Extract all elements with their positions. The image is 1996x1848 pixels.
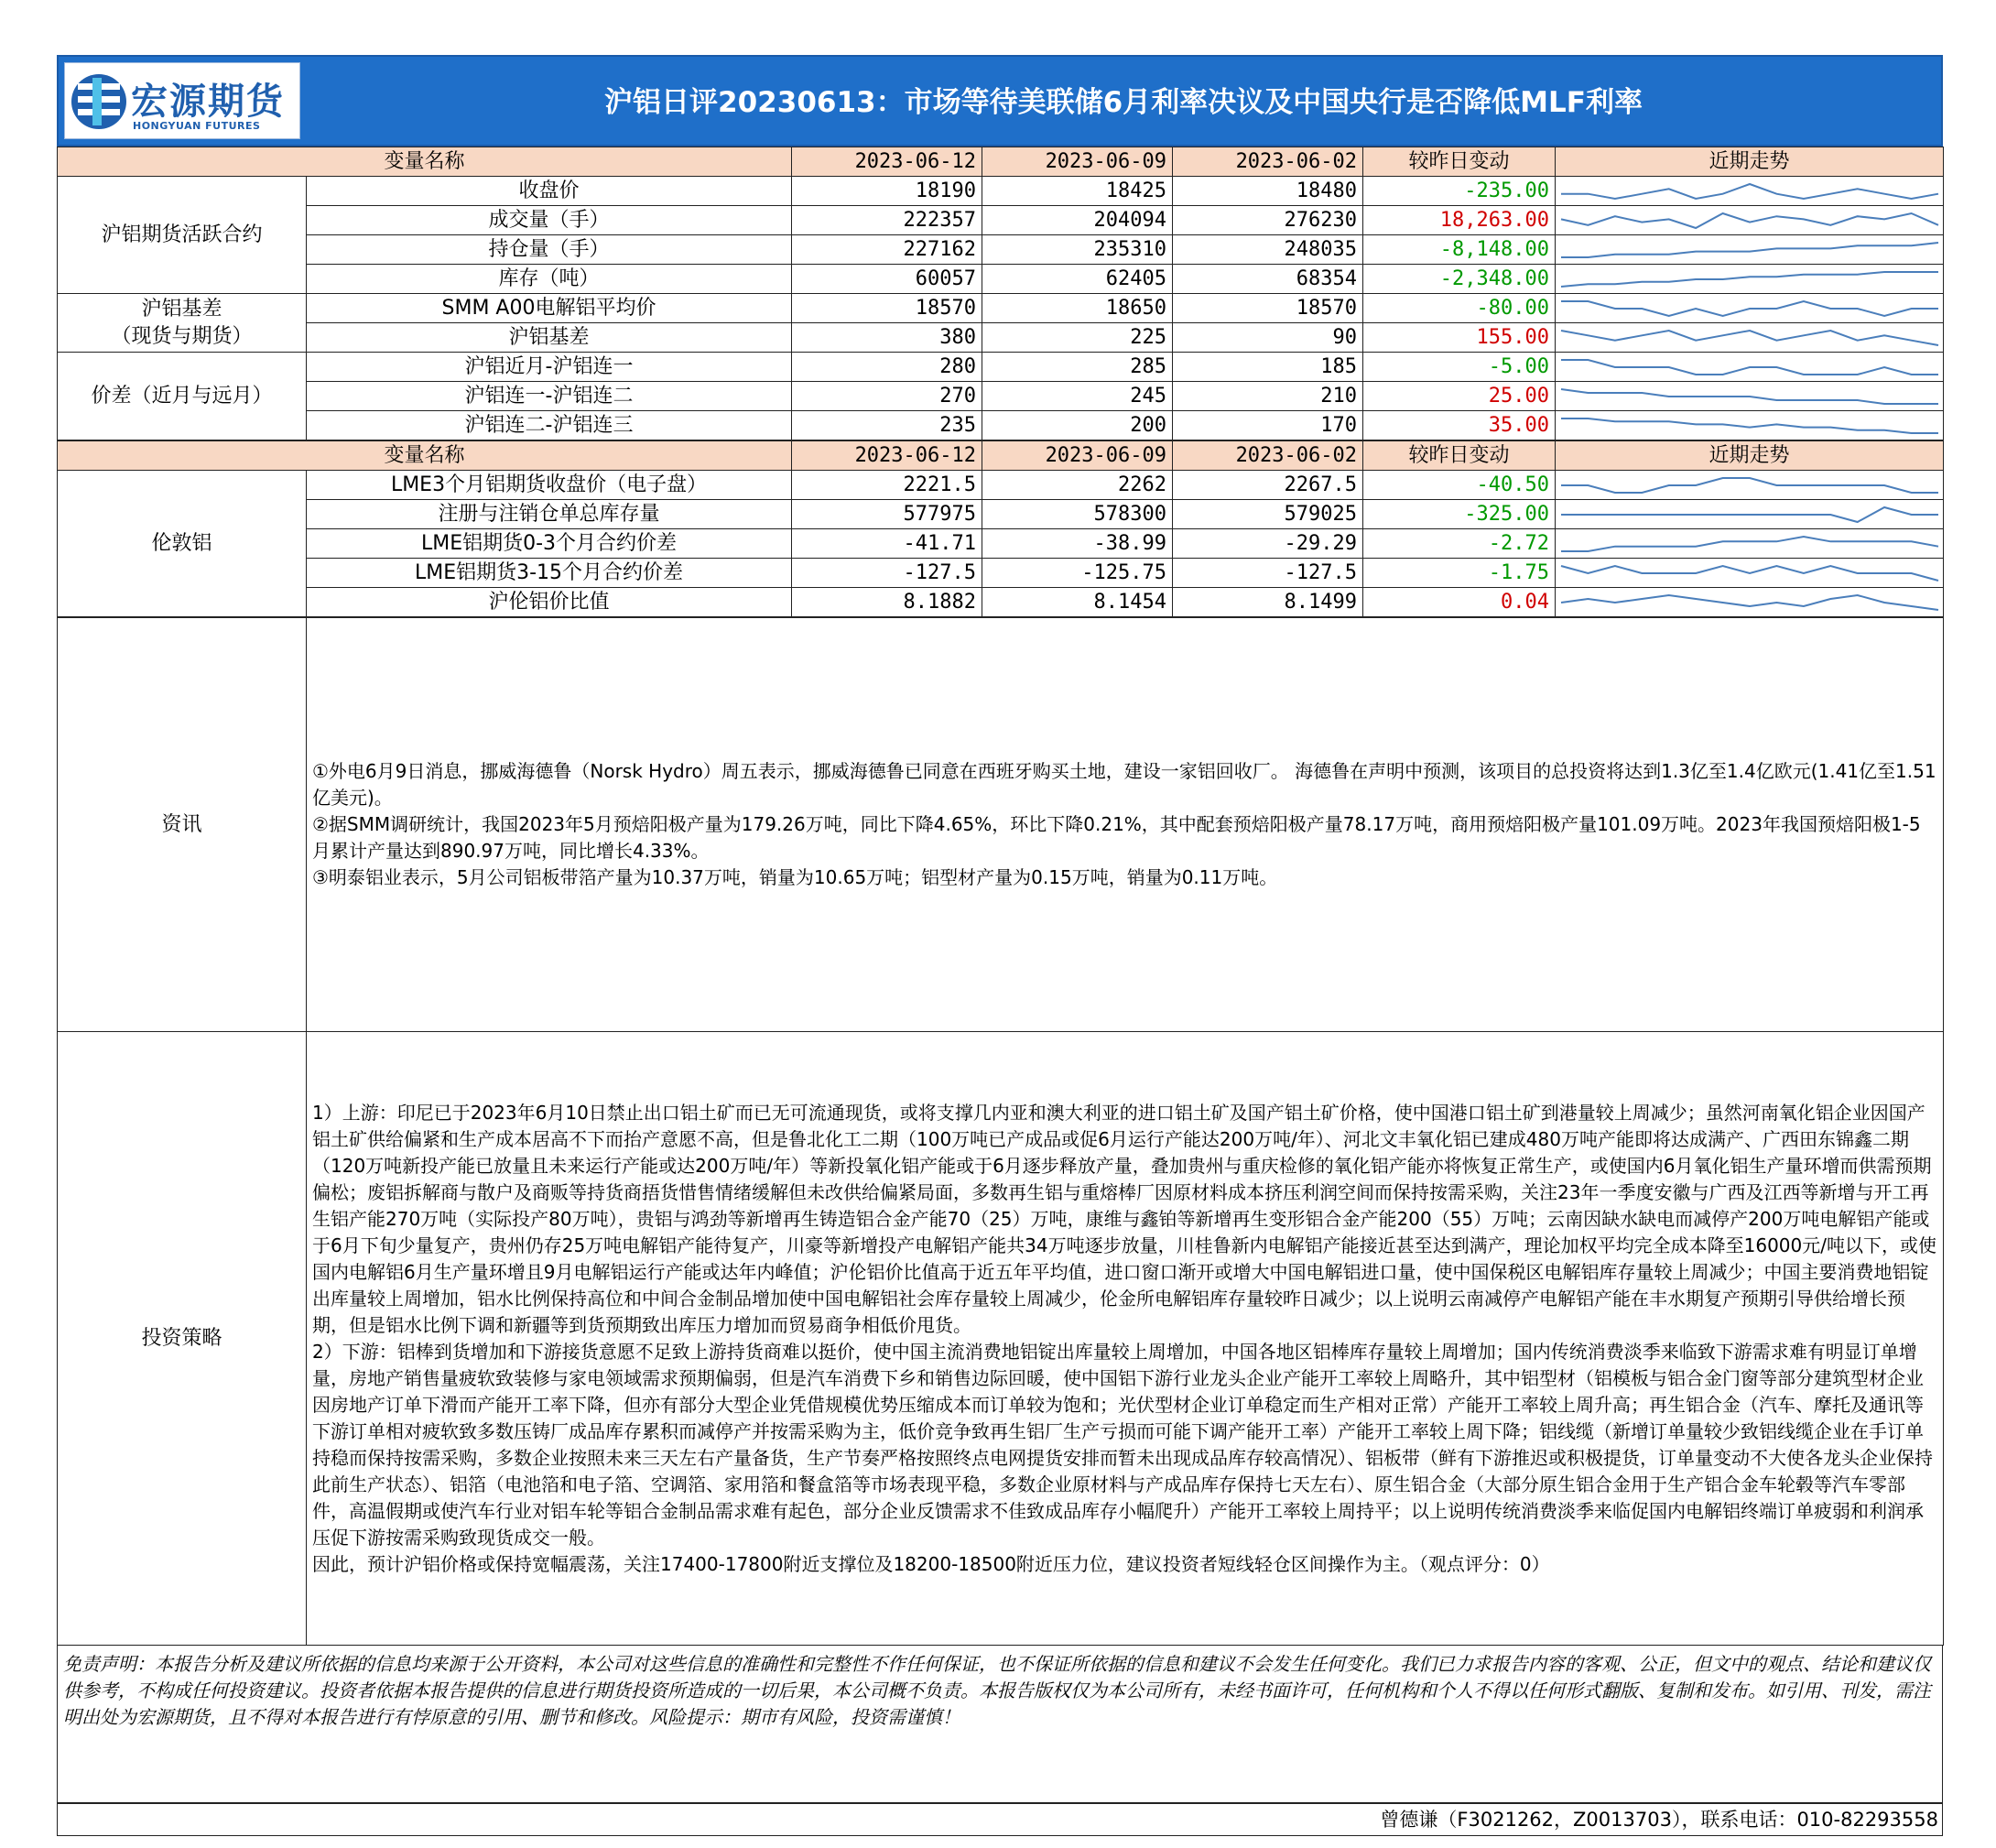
value-cell: 380: [792, 323, 982, 353]
header-date: 2023-06-02: [1173, 147, 1363, 177]
trend-sparkline: [1556, 412, 1944, 440]
trend-sparkline: [1556, 560, 1944, 587]
strategy-label: 投资策略: [58, 1032, 307, 1646]
report-header: [57, 55, 1943, 147]
variable-name: 沪铝近月-沪铝连一: [307, 353, 792, 382]
variable-name: 持仓量（手）: [307, 235, 792, 265]
value-cell: 270: [792, 382, 982, 411]
table-row: [58, 206, 1944, 235]
table-row: [58, 294, 1944, 323]
trend-sparkline: [1556, 178, 1944, 205]
trend-line: [1561, 301, 1938, 316]
variable-name: 沪铝连二-沪铝连三: [307, 411, 792, 440]
header-trend: 近期走势: [1556, 147, 1944, 177]
category-label: 沪铝期货活跃合约: [58, 177, 307, 294]
header-var-name: 变量名称: [58, 441, 792, 471]
value-cell: 8.1499: [1173, 588, 1363, 617]
strategy-content: [307, 1032, 1944, 1646]
value-cell: 285: [982, 353, 1173, 382]
change-cell: 35.00: [1363, 411, 1556, 440]
trend-cell: [1556, 588, 1944, 617]
lme-aluminum-table: [57, 440, 1944, 617]
trend-line: [1561, 419, 1938, 433]
trend-line: [1561, 213, 1938, 228]
value-cell: 18480: [1173, 177, 1363, 206]
header-trend: 近期走势: [1556, 441, 1944, 471]
trend-cell: [1556, 235, 1944, 265]
value-cell: 2262: [982, 471, 1173, 500]
value-cell: 90: [1173, 323, 1363, 353]
value-cell: 245: [982, 382, 1173, 411]
trend-sparkline: [1556, 589, 1944, 616]
trend-sparkline: [1556, 530, 1944, 558]
change-cell: 25.00: [1363, 382, 1556, 411]
table-row: [58, 353, 1944, 382]
change-cell: -8,148.00: [1363, 235, 1556, 265]
variable-name: LME铝期货0-3个月合约价差: [307, 529, 792, 559]
table-row: [58, 471, 1944, 500]
change-cell: -2.72: [1363, 529, 1556, 559]
trend-sparkline: [1556, 383, 1944, 410]
value-cell: 280: [792, 353, 982, 382]
value-cell: 2267.5: [1173, 471, 1363, 500]
category-label: 伦敦铝: [58, 471, 307, 617]
analyst-contact: 曾德谦（F3021262，Z0013703），联系电话：010-82293558: [57, 1803, 1943, 1836]
value-cell: -127.5: [792, 559, 982, 588]
category-label: 价差（近月与远月）: [58, 353, 307, 440]
value-cell: 225: [982, 323, 1173, 353]
commentary-table: [57, 617, 1944, 1646]
strategy-paragraph: 因此，预计沪铝价格或保持宽幅震荡，关注17400-17800附近支撑位及18200-18500附近压力位，建议投资者短线轻仓区间操作为主。（观点评分：0）: [312, 1552, 1550, 1575]
news-paragraph: ③明泰铝业表示，5月公司铝板带箔产量为10.37万吨，销量为10.65万吨；铝型材产量为0.15万吨，销量为0.11万吨。: [312, 866, 1278, 888]
value-cell: 18190: [792, 177, 982, 206]
value-cell: 579025: [1173, 500, 1363, 529]
trend-cell: [1556, 500, 1944, 529]
header-change: 较昨日变动: [1363, 147, 1556, 177]
value-cell: 200: [982, 411, 1173, 440]
variable-name: LME铝期货3-15个月合约价差: [307, 559, 792, 588]
header-var-name: 变量名称: [58, 147, 792, 177]
table-row: [58, 265, 1944, 294]
trend-line: [1561, 272, 1938, 287]
logo-mark-icon: [71, 69, 127, 135]
trend-line: [1561, 507, 1938, 522]
table-row: [58, 559, 1944, 588]
value-cell: 204094: [982, 206, 1173, 235]
header-date: 2023-06-09: [982, 441, 1173, 471]
trend-cell: [1556, 529, 1944, 559]
trend-cell: [1556, 177, 1944, 206]
value-cell: -29.29: [1173, 529, 1363, 559]
change-cell: -325.00: [1363, 500, 1556, 529]
report-sheet: [57, 55, 1943, 1836]
trend-cell: [1556, 353, 1944, 382]
shfe-aluminum-table: [57, 147, 1944, 440]
trend-line: [1561, 243, 1938, 257]
company-logo: [64, 62, 300, 139]
trend-line: [1561, 478, 1938, 493]
value-cell: 578300: [982, 500, 1173, 529]
variable-name: 沪伦铝价比值: [307, 588, 792, 617]
trend-line: [1561, 566, 1938, 581]
disclaimer: 免责声明：本报告分析及建议所依据的信息均来源于公开资料，本公司对这些信息的准确性和完整性不作任何保证，也不保证所依据的信息和建议不会发生任何变化。我们已力求报告内容的客观、公正，但文中的观点、结论和建议仅供参考，不构成任何投资建议。投资者依据本报告提供的信息进行期货投资所造成的一切后果，本公司概不负责。本报告版权仅为本公司所有，未经书面许可，任何机构和个人不得以任何形式翻版、复制和发布。如引用、刊发，需注明出处为宏源期货，且不得对本报告进行有悖原意的引用、删节和修改。风险提示：期市有风险，投资需谨慎！: [57, 1646, 1943, 1803]
value-cell: -125.75: [982, 559, 1173, 588]
value-cell: 62405: [982, 265, 1173, 294]
trend-sparkline: [1556, 295, 1944, 322]
value-cell: 227162: [792, 235, 982, 265]
variable-name: 收盘价: [307, 177, 792, 206]
table-header-row: [58, 147, 1944, 177]
table-row: [58, 411, 1944, 440]
value-cell: 170: [1173, 411, 1363, 440]
trend-line: [1561, 184, 1938, 199]
logo-name-en: HONGYUAN FUTURES: [133, 120, 261, 132]
value-cell: 276230: [1173, 206, 1363, 235]
report-title: 沪铝日评20230613：市场等待美联储6月利率决议及中国央行是否降低MLF利率: [604, 86, 1643, 119]
variable-name: 注册与注销仓单总库存量: [307, 500, 792, 529]
trend-sparkline: [1556, 353, 1944, 381]
category-label: 沪铝基差 （现货与期货）: [58, 294, 307, 353]
table-row: [58, 323, 1944, 353]
trend-line: [1561, 360, 1938, 375]
strategy-paragraph: 2）下游：铝棒到货增加和下游接货意愿不足致上游持货商难以挺价，使中国主流消费地铝锭出库量较上周增加，中国各地区铝棒库存量较上周增加；国内传统消费淡季来临致下游需求难有明显订单增量，房地产销售量疲软致装修与家电领域需求预期偏弱，但是汽车消费下乡和销售边际回暖，使中国铝下游行业龙头企业产能开工率较上周略升，其中铝型材（铝模板与铝合金门窗等部分建筑型材企业因房地产订单下滑而产能开工率下降，但亦有部分大型企业凭借规模优势压缩成本而订单较为饱和；光伏型材企业订单稳定而生产相对正常）产能开工率较上周升高；再生铝合金（汽车、摩托及通讯等下游订单相对疲软致多数压铸厂成品库存累积而减停产并按需采购为主，低价竞争致再生铝厂生产亏损而可能下调产能开工率）产能开工率较上周下降；铝线缆（新增订单量较少致铝线缆企业在手订单持稳而保持按需采购，多数企业按照未来三天左右产量备货，生产节奏严格按照终点电网提货安排而暂未出现成品库存较高情况）、铝板带（鲜有下游推迟或积极提货，订单量变动不大使各龙头企业保持此前生产状态）、铝箔（电池箔和电子箔、空调箔、家用箔和餐盒箔等市场表现平稳，多数企业原材料与产成品库存保持七天左右）、原生铝合金（大部分原生铝合金用于生产铝合金车轮毂等汽车零部件，高温假期或使汽车行业对铝车轮等铝合金制品需求难有起色，部分企业反馈需求不佳致成品库存小幅爬升）产能开工率较上周持平；以上说明传统消费淡季来临促国内电解铝终端订单疲弱和利润承压促下游按需采购致现货成交一般。: [312, 1340, 1933, 1549]
variable-name: LME3个月铝期货收盘价（电子盘）: [307, 471, 792, 500]
news-paragraph: ②据SMM调研统计，我国2023年5月预焙阳极产量为179.26万吨，同比下降4.65%，环比下降0.21%，其中配套预焙阳极产量78.17万吨，商用预焙阳极产量101.09万吨。2023年我国预焙阳极1-5月累计产量达到890.97万吨，同比增长4.33%。: [312, 813, 1921, 862]
change-cell: -1.75: [1363, 559, 1556, 588]
value-cell: 8.1454: [982, 588, 1173, 617]
header-change: 较昨日变动: [1363, 441, 1556, 471]
value-cell: 18570: [1173, 294, 1363, 323]
value-cell: 8.1882: [792, 588, 982, 617]
trend-cell: [1556, 206, 1944, 235]
news-label: 资讯: [58, 618, 307, 1032]
trend-sparkline: [1556, 472, 1944, 499]
trend-line: [1561, 389, 1938, 404]
news-content: [307, 618, 1944, 1032]
variable-name: 沪铝连一-沪铝连二: [307, 382, 792, 411]
value-cell: 18650: [982, 294, 1173, 323]
value-cell: 60057: [792, 265, 982, 294]
trend-cell: [1556, 471, 1944, 500]
strategy-paragraph: 1）上游：印尼已于2023年6月10日禁止出口铝土矿而已无可流通现货，或将支撑几内亚和澳大利亚的进口铝土矿及国产铝土矿价格，使中国港口铝土矿到港量较上周减少；虽然河南氧化铝企业因国产铝土矿供给偏紧和生产成本居高不下而抬产意愿不高，但是鲁北化工二期（100万吨已产成品或促6月运行产能达200万吨/年）、河北文丰氧化铝已建成480万吨产能即将达成满产、广西田东锦鑫二期（120万吨新投产能已放量且未来运行产能或达200万吨/年）等新投氧化铝产能或于6月逐步释放产量，叠加贵州与重庆检修的氧化铝产能亦将恢复正常生产，或使国内6月氧化铝生产量环增而供需预期偏松；废铝拆解商与散户及商贩等持货商捂货惜售情绪缓解但未改供给偏紧局面，多数再生铝与重熔棒厂因原材料成本挤压利润空间而保持按需采购，关注23年一季度安徽与广西及江西等新增与开工再生铝产能270万吨（实际投产80万吨），贵铝与鸿劲等新增再生铸造铝合金产能70（25）万吨，康维与鑫铂等新增再生变形铝合金产能200（55）万吨；云南因缺水缺电而减停产200万吨电解铝产能或于6月下旬少量复产，贵州仍存25万吨电解铝产能待复产，川豪等新增投产电解铝产能共34万吨逐步放量，川桂鲁新内电解铝产能接近甚至达到满产，理论加权平均完全成本降至16000元/吨以下，或使国内电解铝6月生产量环增且9月电解铝运行产能或达年内峰值；沪伦铝价比值高于近五年平均值，进口窗口渐开或增大中国电解铝进口量，使中国保税区电解铝库存量较上周减少；中国主要消费地铝锭出库量较上周增加，铝水比例保持高位和中间合金制品增加使中国电解铝社会库存量较上周减少，伦金所电解铝库存量较昨日减少；以上说明云南减停产电解铝产能在丰水期复产预期引导供给增长预期，但是铝水比例下调和新疆等到货预期致出库压力增加而贸易商争相低价甩货。: [312, 1101, 1936, 1336]
logo-name-cn: 宏源期货: [131, 81, 285, 123]
variable-name: 成交量（手）: [307, 206, 792, 235]
variable-name: 库存（吨）: [307, 265, 792, 294]
value-cell: -41.71: [792, 529, 982, 559]
value-cell: 185: [1173, 353, 1363, 382]
value-cell: 18425: [982, 177, 1173, 206]
trend-sparkline: [1556, 324, 1944, 352]
header-date: 2023-06-02: [1173, 441, 1363, 471]
change-cell: -5.00: [1363, 353, 1556, 382]
trend-sparkline: [1556, 207, 1944, 234]
value-cell: -127.5: [1173, 559, 1363, 588]
trend-sparkline: [1556, 266, 1944, 293]
trend-line: [1561, 537, 1938, 551]
change-cell: 18,263.00: [1363, 206, 1556, 235]
change-cell: -80.00: [1363, 294, 1556, 323]
news-paragraph: ①外电6月9日消息，挪威海德鲁（Norsk Hydro）周五表示，挪威海德鲁已同意在西班牙购买土地，建设一家铝回收厂。 海德鲁在声明中预测，该项目的总投资将达到1.3亿至1.4亿欧元(1.41亿至1.51亿美元)。: [312, 760, 1936, 809]
change-cell: -235.00: [1363, 177, 1556, 206]
value-cell: 577975: [792, 500, 982, 529]
header-date: 2023-06-12: [792, 147, 982, 177]
trend-cell: [1556, 411, 1944, 440]
table-row: [58, 529, 1944, 559]
change-cell: 0.04: [1363, 588, 1556, 617]
change-cell: 155.00: [1363, 323, 1556, 353]
value-cell: 18570: [792, 294, 982, 323]
table-row: [58, 500, 1944, 529]
trend-sparkline: [1556, 501, 1944, 528]
value-cell: -38.99: [982, 529, 1173, 559]
variable-name: 沪铝基差: [307, 323, 792, 353]
table-row: [58, 235, 1944, 265]
table-header-row: [58, 441, 1944, 471]
value-cell: 235310: [982, 235, 1173, 265]
trend-cell: [1556, 323, 1944, 353]
value-cell: 2221.5: [792, 471, 982, 500]
variable-name: SMM A00电解铝平均价: [307, 294, 792, 323]
change-cell: -2,348.00: [1363, 265, 1556, 294]
trend-line: [1561, 331, 1938, 345]
table-row: [58, 177, 1944, 206]
header-date: 2023-06-12: [792, 441, 982, 471]
trend-line: [1561, 595, 1938, 610]
trend-cell: [1556, 265, 1944, 294]
value-cell: 248035: [1173, 235, 1363, 265]
value-cell: 68354: [1173, 265, 1363, 294]
change-cell: -40.50: [1363, 471, 1556, 500]
trend-cell: [1556, 382, 1944, 411]
table-row: [58, 588, 1944, 617]
value-cell: 210: [1173, 382, 1363, 411]
value-cell: 235: [792, 411, 982, 440]
trend-sparkline: [1556, 236, 1944, 264]
value-cell: 222357: [792, 206, 982, 235]
trend-cell: [1556, 294, 1944, 323]
header-date: 2023-06-09: [982, 147, 1173, 177]
table-row: [58, 382, 1944, 411]
trend-cell: [1556, 559, 1944, 588]
